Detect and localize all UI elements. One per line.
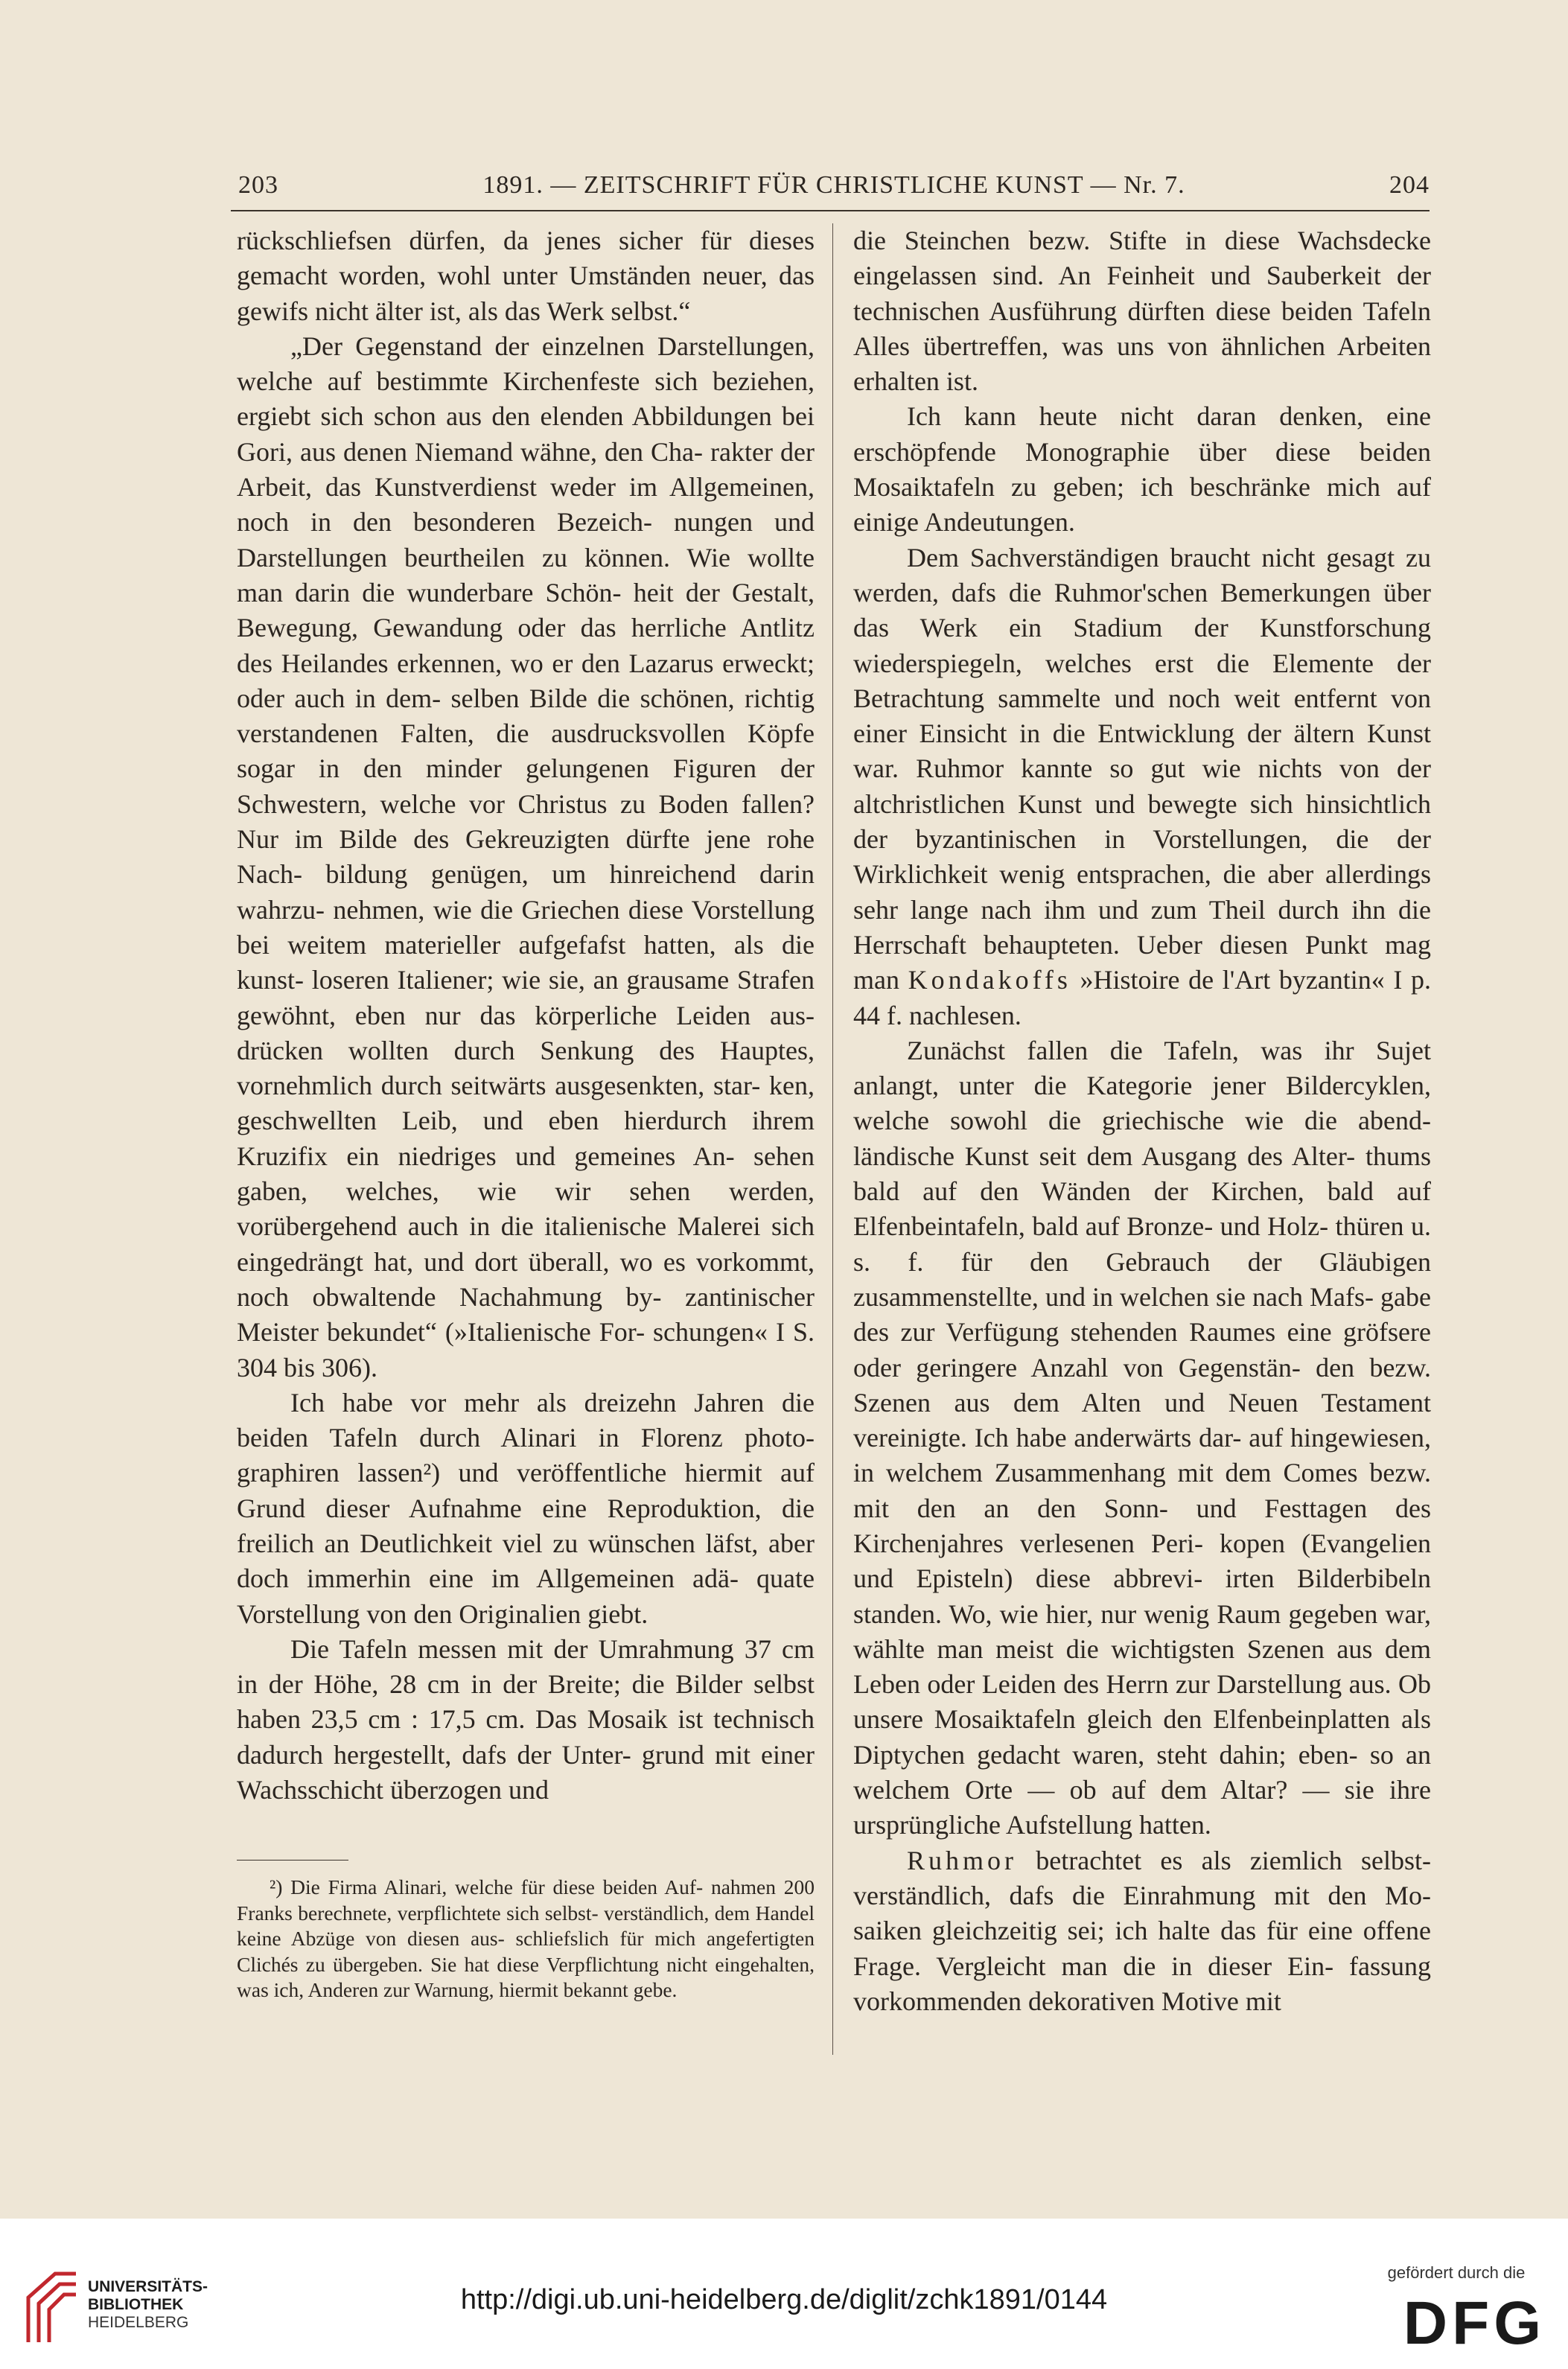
paragraph: Ich kann heute nicht daran denken, eine erschöpfende Monographie über diese beiden Mosaiktafeln zu geben; ich beschränke mich auf einige Andeutungen. — [853, 401, 1431, 538]
journal-title: 1891. — ZEITSCHRIFT FÜR CHRISTLICHE KUNST — Nr. 7. — [482, 171, 1185, 199]
author-name: Ruhmor — [907, 1845, 1018, 1875]
page-number-right: 204 — [1389, 171, 1430, 199]
footnote: ²) Die Firma Alinari, welche für diese beiden Auf- nahmen 200 Franks berechnete, verpflichtete sich selbst- verständlich, dem Handel keine Abzüge von diesen aus- schliefslich für mich angefertigten Clichés zu übergeben. Sie hat diese Verpflichtung nicht eingehalten, was ich, Anderen zur Warnung, hiermit bekannt gebe. — [237, 1875, 815, 2001]
header-rule — [231, 210, 1430, 211]
paragraph: „Der Gegenstand der einzelnen Darstellungen, welche auf bestimmte Kirchenfeste sich beziehen, ergiebt sich schon aus den elenden Abbildungen bei Gori, aus denen Niemand wähne, den Cha- rakter der Arbeit, das Kunstverdienst weder im Allgemeinen, noch in den besonderen Bezeich- nungen und Darstellungen beurtheilen zu können. Wie wollte man darin die wunderbare Schön- heit der Gestalt, Bewegung, Gewandung oder das herrliche Antlitz des Heilandes erkennen, wo er den Lazarus erweckt; oder auch in dem- selben Bilde die schönen, richtig verstandenen Falten, die ausdrucksvollen Köpfe sogar in den minder gelungenen Figuren der Schwestern, welche vor Christus zu Boden fallen? Nur im Bilde des Gekreuzigten dürfte jene rohe Nach- bildung genügen, um hinreichend darin wahrzu- nehmen, wie die Griechen diese Vorstellung bei weitem materieller aufgefafst hatten, als die kunst- loseren Italiener; wie sie, an grausame Strafen gewöhnt, eben nur das körperliche Leiden aus- drücken wollten durch Senkung des Hauptes, vornehmlich durch seitwärts ausgesenkten, star- ken, geschwellten Leib, und eben hierdurch ihrem Kruzifix ein niedriges und gemeines An- sehen gaben, welches, wie wir sehen werden, vorübergehend auch in die italienische Malerei sich eingedrängt hat, und dort überall, wo es vorkommt, noch obwaltende Nachahmung by- zantinischer Meister bekundet“ (»Italienische For- schungen« I S. 304 bis 306). — [237, 331, 815, 1383]
paragraph: Zunächst fallen die Tafeln, was ihr Sujet anlangt, unter die Kategorie jener Bildercyklen, welche sowohl die griechische wie die abend- ländische Kunst seit dem Ausgang des Alter- thums bald auf den Wänden der Kirchen, bald auf Elfenbeintafeln, bald auf Bronze- und Holz- thüren u. s. f. für den Gebrauch der Gläubigen zusammenstellte, und in welchen sie nach Mafs- gabe des zur Verfügung stehenden Raumes eine gröfsere oder geringere Anzahl von Gegenstän- den bezw. Szenen aus dem Alten und Neuen Testament vereinigte. Ich habe anderwärts dar- auf hingewiesen, in welchem Zusammenhang mit dem Comes bezw. mit den an den Sonn- und Festtagen des Kirchenjahres verlesenen Peri- kopen (Evangelien und Episteln) diese abbrevi- irten Bilderbibeln standen. Wo, wie hier, nur wenig Raum gegeben war, wählte man meist die wichtigsten Szenen aus dem Leben oder Leiden des Herrn zur Darstellung aus. Ob unsere Mosaiktafeln gleich den Elfenbeinplatten als Diptychen gedacht waren, steht dahin; eben- so an welchem Orte — ob auf dem Altar? — sie ihre ursprüngliche Aufstellung hatten. — [853, 1035, 1431, 1840]
paragraph — [853, 541, 1431, 1033]
running-header — [238, 171, 1430, 208]
paragraph: die Steinchen bezw. Stifte in diese Wachsdecke eingelassen sind. An Feinheit und Sauberkeit der technischen Ausführung dürften diese beiden Tafeln Alles übertreffen, was uns von ähnlichen Arbeiten erhalten ist. — [853, 226, 1431, 397]
library-name-line: HEIDELBERG — [88, 2314, 189, 2331]
footnote-rule — [237, 1860, 348, 1861]
column-divider — [832, 223, 833, 2055]
paragraph-text: »Histoire de l'Art byzantin« I p. 44 f. nachlesen. — [853, 965, 1432, 1030]
paragraph-text: Dem Sachverständigen braucht nicht gesagt zu werden, dafs die Ruhmor'schen Bemerkungen über das Werk ein Stadium der Kunstforschung wiederspiegeln, welches erst die Elemente der Betrachtung sammelte und noch weit entfernt von einer Einsicht in die Entwicklung der ältern Kunst war. Ruhmor kannte so gut wie nichts von der altchristlichen Kunst und bewegte sich hinsichtlich der byzantinischen in Vorstellungen, die der Wirklichkeit wenig entsprachen, die aber allerdings sehr lange nach ihm und zum Theil durch ihn die Herrschaft behaupteten. Ueber diesen Punkt mag man — [853, 542, 1431, 995]
paragraph — [853, 1843, 1431, 2019]
permalink-url[interactable]: http://digi.ub.uni-heidelberg.de/diglit/zchk1891/0144 — [460, 2284, 1108, 2315]
right-column — [853, 223, 1431, 2019]
paragraph: Die Tafeln messen mit der Umrahmung 37 cm in der Höhe, 28 cm in der Breite; die Bilder selbst haben 23,5 cm : 17,5 cm. Das Mosaik ist technisch dadurch hergestellt, dafs der Unter- grund mit einer Wachsschicht überzogen und — [237, 1633, 815, 1805]
paragraph: rückschliefsen dürfen, da jenes sicher für dieses gemacht worden, wohl unter Umständen neuer, das gewifs nicht älter ist, als das Werk selbst.“ — [237, 226, 815, 326]
paragraph: Ich habe vor mehr als dreizehn Jahren die beiden Tafeln durch Alinari in Florenz photo- graphiren lassen²) und veröffentliche hiermit auf Grund dieser Aufnahme eine Reproduktion, die freilich an Deutlichkeit viel zu wünschen läfst, aber doch immerhin eine im Allgemeinen adä- quate Vorstellung von den Originalien giebt. — [237, 1387, 815, 1629]
page-number-left: 203 — [238, 171, 278, 199]
library-name-line: BIBLIOTHEK — [88, 2296, 184, 2313]
dfg-logo: DFG — [1403, 2289, 1546, 2357]
paragraph-text: betrachtet es als ziemlich selbst- verständlich, dafs die Einrahmung mit den Mo- saiken gleichzeitig sei; ich halte das für eine offene Frage. Vergleicht man die in dieser Ein- fassung vorkommenden dekorativen Motive mit — [853, 1845, 1431, 2016]
library-name-line: UNIVERSITÄTS- — [88, 2278, 208, 2295]
left-column — [237, 223, 815, 1808]
author-name: Kondakoffs — [908, 965, 1071, 995]
funding-note: gefördert durch die — [1387, 2263, 1526, 2282]
